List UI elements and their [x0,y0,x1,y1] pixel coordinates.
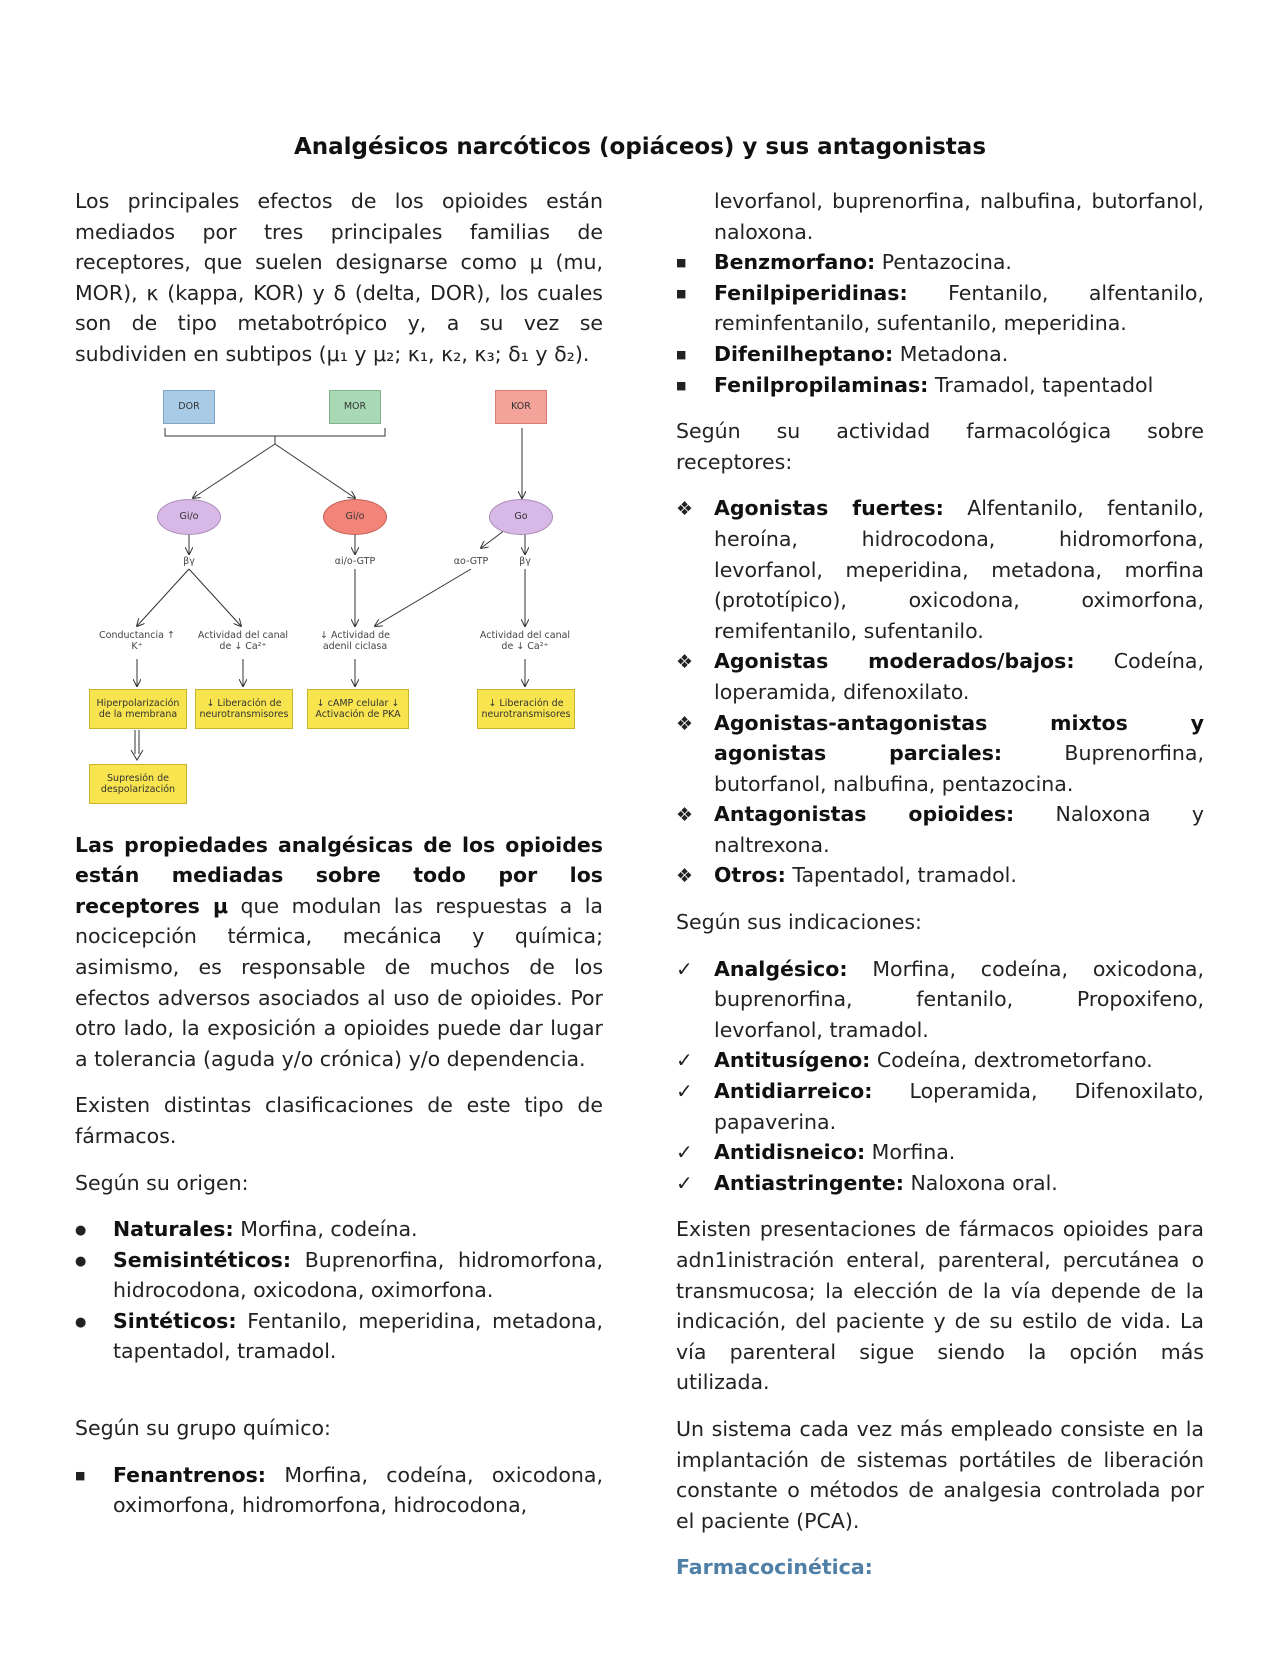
pharmacokinetics-heading: Farmacocinética: [676,1555,873,1580]
subunit-alpha-io-gtp: αi/o-GTP [334,555,376,567]
list-item: ■ Difenilheptano: Metadona. [676,339,1204,370]
indications-heading: Según sus indicaciones: [676,910,922,935]
subunit-alpha-o-gtp: αo-GTP [453,555,489,567]
list-item: ■ Benzmorfano: Pentazocina. [676,247,1204,278]
diamond-bullet-icon [676,860,706,892]
check-icon [676,1137,706,1168]
effect-ca-channel-left: Actividad del canal de ↓ Ca²⁺ [197,629,289,652]
list-item: ❖ Antagonistas opioides: Naloxona y naltrexona. [676,799,1204,860]
left-column [75,186,603,1521]
outcome-camp-pka: ↓ cAMP celular ↓ Activación de PKA [307,689,409,729]
dor-receptor-box: DOR [163,390,215,424]
subunit-betagamma-right: βγ [519,555,531,567]
chemical-group-list [676,247,1204,400]
presentations-paragraph: Existen presentaciones de fármacos opioides para adn1inistración enteral, parenteral, percutánea o transmucosa; la elección de la vía depende de la indicación, del paciente y de su estilo de vida. La vía parenteral sigue siendo la opción más utilizada. [676,1217,1204,1395]
subunit-betagamma-left: βγ [183,555,195,567]
list-item: ✓ Antitusígeno: Codeína, dextrometorfano. [676,1045,1204,1076]
indications-list [676,954,1204,1199]
right-column [676,186,1204,1599]
list-item: ❖ Agonistas-antagonistas mixtos y agonistas parciales: Buprenorfina, butorfanol, nalbufina, pentazocina. [676,708,1204,800]
chemical-group-heading: Según su grupo químico: [75,1416,331,1441]
diamond-bullet-icon [676,493,706,525]
list-item: ■ Fenilpropilaminas: Tramadol, tapentadol [676,370,1204,401]
square-bullet-icon [676,339,706,374]
list-item: ❖ Agonistas moderados/bajos: Codeína, loperamida, difenoxilato. [676,646,1204,707]
list-item: ● Semisintéticos: Buprenorfina, hidromorfona, hidrocodona, oxicodona, oximorfona. [75,1245,603,1306]
diamond-bullet-icon [676,799,706,831]
list-item: ✓ Analgésico: Morfina, codeína, oxicodona, buprenorfina, fentanilo, Propoxifeno, levorfanol, tramadol. [676,954,1204,1046]
list-item: ❖ Agonistas fuertes: Alfentanilo, fentanilo, heroína, hidrocodona, hidromorfona, levorfanol, meperidina, metadona, morfina (prototípico), oxicodona, oximorfona, remifentanilo, sufentanilo. [676,493,1204,646]
diamond-bullet-icon [676,708,706,740]
intro-paragraph: Los principales efectos de los opioides están mediados por tres principales familias de receptores, que suelen designarse como μ (mu, MOR), κ (kappa, KOR) y δ (delta, DOR), los cuales son de tipo metabotrópico y, a su vez se subdividen en subtipos (μ₁ y μ₂; κ₁, κ₂, κ₃; δ₁ y δ₂). [75,189,603,366]
list-item: ✓ Antidiarreico: Loperamida, Difenoxilato, papaverina. [676,1076,1204,1137]
list-item: ✓ Antidisneico: Morfina. [676,1137,1204,1168]
activity-list [676,493,1204,891]
chemical-list-continuation: levorfanol, buprenorfina, nalbufina, butorfanol, naloxona. [714,189,1204,244]
check-icon [676,1168,706,1199]
check-icon [676,1045,706,1076]
list-item: ✓ Antiastringente: Naloxona oral. [676,1168,1204,1199]
chemical-group-list-start [75,1460,603,1521]
receptor-bracket [165,428,385,436]
list-item: ● Sintéticos: Fentanilo, meperidina, metadona, tapentadol, tramadol. [75,1306,603,1367]
outcome-neurotransmitter-right: ↓ Liberación de neurotransmisores [477,689,575,729]
outcome-depolarization-suppression: Supresión de despolarización [89,764,187,804]
mor-receptor-box: MOR [329,390,381,424]
go-protein-right: Go [489,499,553,535]
effect-adenyl-cyclase: ↓ Actividad de adenil ciclasa [320,629,390,652]
bullet-icon [75,1306,105,1341]
list-item: ❖ Otros: Tapentadol, tramadol. [676,860,1204,891]
effect-ca-channel-right: Actividad del canal de ↓ Ca²⁺ [479,629,571,652]
kor-receptor-box: KOR [495,390,547,424]
page-title: Analgésicos narcóticos (opiáceos) y sus antagonistas [293,134,987,160]
square-bullet-icon [676,278,706,313]
diagram-connectors [75,386,603,826]
diamond-bullet-icon [676,646,706,678]
effect-k-conductance: Conductancia ↑ K⁺ [99,629,175,652]
check-icon [676,1076,706,1107]
activity-heading: Según su actividad farmacológica sobre receptores: [676,419,1204,474]
outcome-hyperpolarization: Hiperpolarización de la membrana [89,689,187,729]
square-bullet-icon [75,1460,105,1495]
classification-intro: Existen distintas clasificaciones de este tipo de fármacos. [75,1093,603,1148]
square-bullet-icon [676,370,706,405]
check-icon [676,954,706,985]
origin-list [75,1214,603,1367]
bullet-icon [75,1245,105,1280]
list-item: ■ Fenilpiperidinas: Fentanilo, alfentanilo, reminfentanilo, sufentanilo, meperidina. [676,278,1204,339]
gio-protein-center: Gi/o [323,499,387,535]
receptor-signaling-diagram [75,386,603,826]
gio-protein-left: Gi/o [157,499,221,535]
origin-heading: Según su origen: [75,1170,249,1195]
outcome-neurotransmitter-left: ↓ Liberación de neurotransmisores [195,689,293,729]
list-item: ● Naturales: Morfina, codeína. [75,1214,603,1245]
list-item: ■ Fenantrenos: Morfina, codeína, oxicodona, oximorfona, hidromorfona, hidrocodona, [75,1460,603,1521]
square-bullet-icon [676,247,706,282]
pca-system-paragraph: Un sistema cada vez más empleado consiste en la implantación de sistemas portátiles de liberación constante o métodos de analgesia controlada por el paciente (PCA). [676,1416,1204,1533]
bullet-icon [75,1214,105,1249]
analgesic-properties-paragraph: Las propiedades analgésicas de los opioides están mediadas sobre todo por los receptores μ que modulan las respuestas a la nocicepción térmica, mecánica y química; asimismo, es responsable de muchos de los efectos adversos asociados al uso de opioides. Por otro lado, la exposición a opioides puede dar lugar a tolerancia (aguda y/o crónica) y/o dependencia. [75,832,603,1071]
analgesic-properties-bold: Las propiedades analgésicas de los opioides están mediadas sobre todo por los receptores μ [75,832,603,918]
